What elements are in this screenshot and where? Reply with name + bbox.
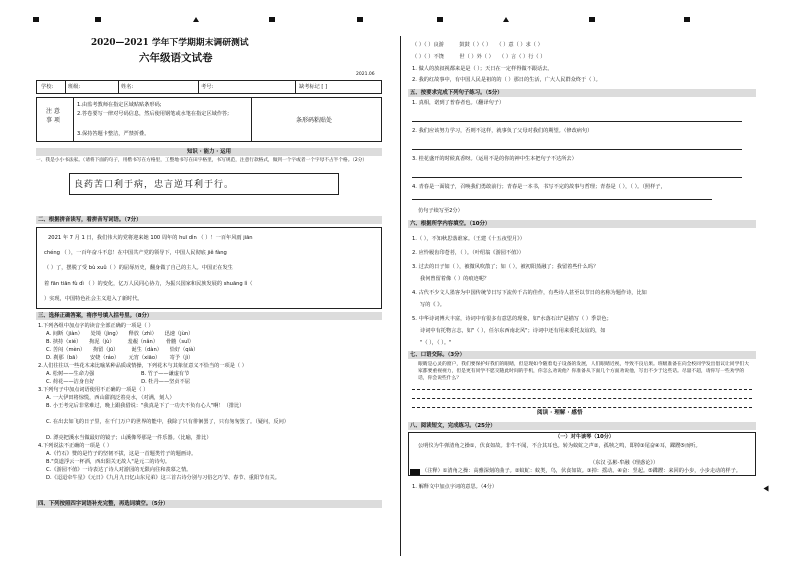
column-divider: [400, 36, 401, 556]
school-field[interactable]: 学校:: [41, 84, 54, 90]
reading-question: 1. 解释文中加点字词的意思。（4分）: [412, 484, 498, 490]
answer-line[interactable]: [412, 398, 752, 399]
option: D. 刹那（bā） 安娆（ráo） 元宵（xiāo） 寄予（jì）: [46, 355, 194, 361]
option: D.《迢迢牵牛星》《元日》《九月九日忆山东兄弟》这三首古诗分别与习俗乞巧节、春节、重阳节有关。: [46, 475, 280, 481]
section-7-heading: 七、口语交际。（3分）: [408, 351, 756, 359]
section-1-heading: 一、我是小小书法家。（请将下面的句子，用楷书写在方格里，工整地书写在田字格里，书写规范，注意行款格式，做到一个字或者一个字母不占半个格。（2分）: [36, 158, 368, 163]
passage-title: （一）对牛谈琴（10分）: [555, 434, 615, 440]
answer-line[interactable]: [412, 389, 752, 390]
section-3-heading: 三、选择正确答案，将序号填入括号里。（8分）: [36, 312, 382, 320]
answer-line[interactable]: [412, 199, 712, 200]
question: 4.下列说法不正确的一项是（ ）: [38, 443, 113, 449]
alignment-mark: [684, 17, 690, 22]
alignment-mark: [357, 17, 363, 22]
absent-mark-field[interactable]: 缺考标记 [ ]: [299, 84, 328, 90]
passage-notes: （注释）①清角之操：高雅深刻的曲子。②蚊虻：蚊类，鸟，伏食如故。③掉：摇动。④奋：竖起。⑤蹀躞：来回的小步，小步走动的样子。: [422, 468, 741, 474]
recite-item: 1.（ ），不知秋思落谁家。（王建《十五夜望月》）: [412, 236, 525, 242]
exercise: 2. 我们应该努力学习，否则不这样，就事负了父母对我们的期望。（修改病句）: [412, 128, 593, 134]
pinyin-line: 2021 年 7 月 1 日，我们伟大的党将迎来她 100 周年的 huī dìn （ ）！一百年风雨 jiān: [48, 235, 253, 241]
recite-item: 3. 过去的日子如（ ），被微风吹散了；如（ ），被初阳蒸融了；我留着些什么吗？: [412, 264, 599, 270]
option: A. 间断（jiàn） 处境（jìng） 释放（zhì） 迅速（jùn）: [46, 331, 194, 337]
recite-item: 5. 中华诗词博大丰富，诗词中有很多有意思的现象，如"水落石出"是描写（ ）季景色；: [412, 316, 612, 322]
exam-subtitle: 六年级语文试卷: [139, 52, 213, 64]
fill-line: （ ）（ ）不饶 世（ ）外（ ） （ ）言（ ）行（ ）: [412, 54, 546, 60]
question: 2.人们往往以一些花木来比喻某种品质或情操，下列花木与其象征意义不恰当的一项是（ ）: [38, 363, 247, 369]
exercise: 3. 桂花盛开的时候真香呀。（运用不是的你的神中生本把句子不达所去）: [412, 156, 577, 162]
section-5-heading: 五、按要求完成下列句子练习。（5分）: [408, 89, 756, 97]
option: C. 苦闷（mèn） 拘留（jū） 诞生（dàn） 恰好（qià）: [46, 347, 199, 353]
section-6-heading: 六、根据所学内容填空。（10分）: [408, 220, 756, 228]
option: A. 松树——生命力强 B. 竹子——谦虚有节: [46, 371, 190, 377]
alignment-mark: [33, 17, 39, 22]
exam-title: 2020—2021 学年下学期期末调研测试: [91, 38, 249, 48]
recite-item: 4. 古代不少文人墨客为中国传统节日写下流传千古的佳作，有些诗人甚至以节日的名称为题作诗，比如: [412, 290, 647, 296]
recite-item: 我何曾留着像（ ）的痕迹呢？: [420, 276, 490, 282]
triangle-mark-icon: [503, 17, 509, 22]
option: A.《竹石》赞的是竹子的坚韧不拔，这是一首题类竹子的题画诗。: [46, 451, 197, 457]
alignment-mark: [95, 17, 101, 22]
exercise: 4. 青春是一面镜子，召唤我们勇敢前行；青春是一本书，书写不完的故事与哲理；青春是（ ），（ ）。（照样子，: [412, 184, 666, 190]
alignment-mark: [437, 17, 443, 22]
question: 1.下列各组中加点字的读音全部正确的一项是（ ）: [38, 323, 154, 329]
section-2-heading: 二、根据拼音读写，看拼音写词语。（7分）: [36, 216, 382, 224]
pinyin-line: ）实现，中国特色社会主义进入了新时代。: [44, 296, 143, 302]
notice-item: 2.答卷要写一律对号码信息，然后使用钢笔或水笔在指定区域作答;: [77, 111, 229, 117]
fill-question: 2. 我的红故事中，有中国人民是祖的的（ ）那日的生活，广大人民群众终于（ ）。: [412, 77, 601, 83]
section-4-heading: 四、下列按照四字词语补充完整，再选词填空。（5分）: [36, 500, 382, 508]
exercise: 1. 真相，诺到了普春者也。（翻译句子）: [412, 100, 505, 106]
recite-item: 诗词中有托物言志，如"（ ），任尔东西南北风"；诗词中还有用来委托友谊的，如: [420, 328, 606, 334]
answer-line[interactable]: [412, 177, 742, 178]
option: C. 荷花——洁身自好 D. 牡丹——坚贞不屈: [46, 379, 190, 385]
answer-line[interactable]: [412, 121, 742, 122]
passage-text: 公明仪为牛弹清角之操①，伏食如故。非牛不闻，不合其耳也。转为蚊虻之声②，孤犊之鸣，即掉③尾奋④耳，蹀躞⑤而听。: [418, 443, 701, 449]
exercise-note: 仿句子续写至2分）: [418, 208, 463, 214]
name-field[interactable]: 姓名:: [121, 84, 134, 90]
date-code: 2021.06: [356, 72, 375, 77]
class-field[interactable]: 班级:: [68, 84, 81, 90]
fill-question: 1. 做人的放叔视都来是是（ ）；天日在一定样得做不跟话去。: [412, 66, 553, 72]
option: D. 漂亮把溪水当做最好的镜子；山溪像琴那是一件乐器。（比喻，排比）: [46, 435, 212, 441]
triangle-mark-icon: [764, 486, 769, 492]
section-8-heading: 八、阅读短文，完成练习。（25分）: [408, 422, 756, 430]
triangle-mark-icon: [193, 17, 199, 22]
recite-item: "（ ），（ ）。": [420, 340, 452, 346]
option: B."莫道浮云一杯酒，西出阳关无故人"是元二的诗句。: [46, 459, 171, 465]
passage-source: （东汉 弘彬·牟融《理惑论》）: [590, 460, 659, 466]
option: B. 小王考完后非常难过，晚上跟我借说："我真是下了一功夫不负有心人"啊！（排比）: [46, 403, 245, 409]
oral-prompt: 眼睛是心灵的窗户，我们要保护好我们的眼睛，但是现如今随着电子设备的发展，人们眼睛近视，导致不良后果。班级准备在向全校同学发出倡议让同学们大家都要重视视力，但是更有同学不愿交随此时间的手机，你怎么劝说他？你准备从下面几个方面劝说他，写出不少于这些话。尽量不超，请你写一些劝学的话，你会说些什么？: [418, 362, 749, 381]
notice-item: 3.保持答题卡整洁，严禁折叠。: [77, 131, 150, 137]
pinyin-line: 着 fān tiān fù dì （ ）的变化，亿万人民同心协力，为振兴国家和民族发展的 shuāng lì（: [44, 281, 253, 287]
notice-label: 注 意 事 项: [46, 108, 60, 124]
alignment-mark: [269, 17, 275, 22]
fill-line: （ ）（ ）良游 鼓鼓（ ）（ ） （ ）意（ ）求（ ）: [412, 42, 543, 48]
exam-number-field[interactable]: 考号:: [201, 84, 214, 90]
option: C.《游园不值》一诗表达了诗人对游园的无限向往和羡慕之情。: [46, 467, 192, 473]
recite-item: 2. 应怜履齿印苍苔，（ ）。（叶绍翁《游园不值》）: [412, 250, 524, 256]
pinyin-line: （ ）了，摆脱了受 bù xuǔ（ ）的屈辱历史，翻身做了自己的主人。中国正在发生: [44, 265, 233, 271]
question: 3.下列句子中加点词语使用不正确的一项是（ ）: [38, 387, 149, 393]
option: B. 挟持（xié） 拘泥（jù） 羞赧（nǎn） 骨髓（suǐ）: [46, 339, 194, 345]
pinyin-line: chéng （ ），一百年奋斗不息！在中国共产党的领导下，中国人民彻底 jiě fàng: [44, 250, 227, 256]
answer-line[interactable]: [412, 407, 752, 408]
option: A. 一大伊田将惊慌，西山甜润泛着亮水，（对满，刻人）: [46, 395, 175, 401]
redaction-block: [410, 469, 420, 475]
answer-line[interactable]: [412, 149, 742, 150]
option: C. 在出去如飞的日子里，在千门万户的世界的能中，我除了只有徘徊罢了，只有匆匆罢了。（疑问，反问）: [46, 419, 289, 425]
barcode-area: 条形码粘贴处: [296, 117, 333, 124]
recite-item: 写的《 》。: [420, 302, 445, 308]
section-band: 阅读 · 理解 · 感悟: [537, 410, 583, 416]
section-band: 知识 · 能力 · 运用: [36, 148, 382, 156]
calligraphy-sample: 良药苦口利于病，忠言逆耳利于行。: [74, 180, 235, 190]
notice-item: 1.由监考教师在指定区域贴贴条形码;: [77, 102, 162, 108]
alignment-mark: [589, 17, 595, 22]
